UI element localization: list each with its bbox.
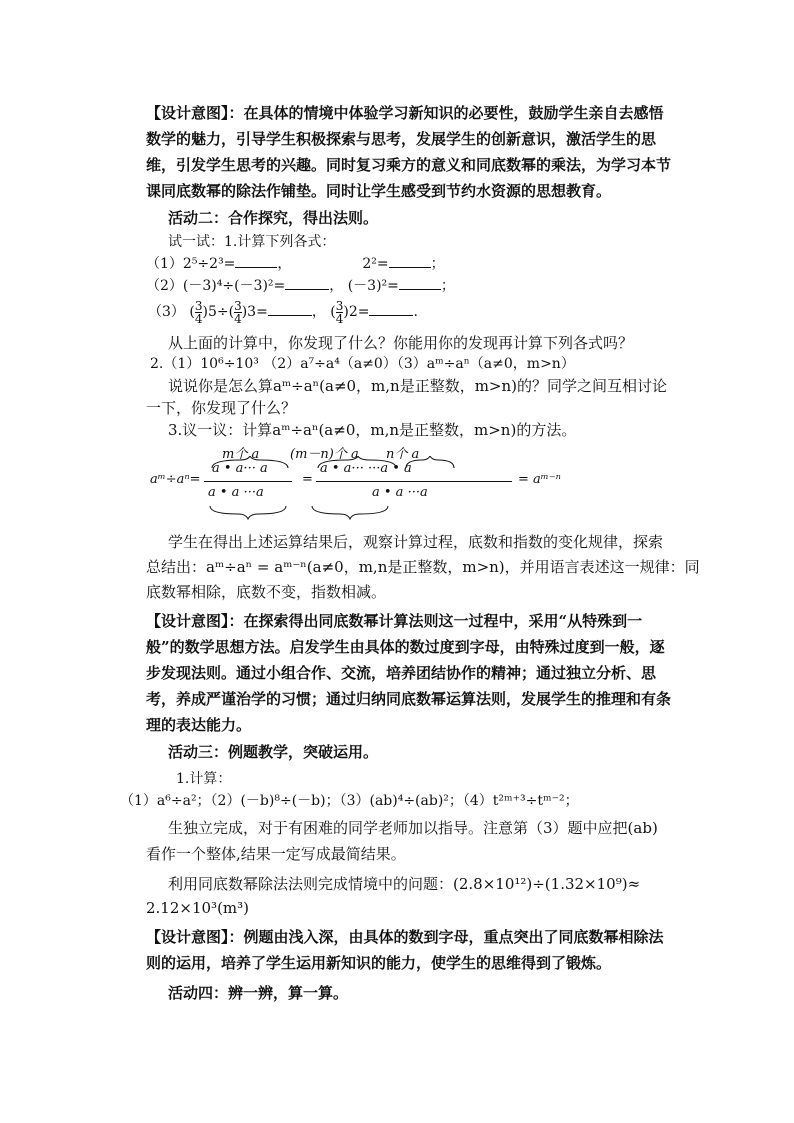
numerator-1: a • a··· a (212, 461, 268, 476)
rhs-result: = aᵐ⁻ⁿ (518, 472, 561, 487)
examples: （1）a⁶÷a²；（2）(－b)⁸÷(－b)；（3）(ab)⁴÷(ab)²；（4）t²ᵐ⁺³÷tᵐ⁻²； (120, 793, 579, 809)
q1-expr-b: 2²= (362, 256, 389, 272)
fraction-bar-2 (316, 481, 512, 482)
question-set-2: 2.（1）10⁶÷10³ （2）a⁷÷a⁴（a≠0）（3）aᵐ÷aⁿ（a≠0，m>n） (150, 356, 575, 372)
design-intent-3: 【设计意图】：例题由浅入深，由具体的数到字母，重点突出了同底数幂相除法则的运用，培养了学生运用新知识的能力，使学生的思维得到了锻炼。 (146, 928, 664, 972)
activity-3-heading: 活动三：例题教学，突破运用。 (168, 743, 379, 761)
equals-sign: = (302, 472, 313, 487)
lhs-expression: aᵐ÷aⁿ= (150, 472, 201, 487)
independent-line-1: 生独立完成，对于有困难的同学老师加以指导。注意第（3）题中应把(ab) (168, 819, 658, 837)
label-n-a: n个 a (386, 447, 420, 462)
q2-blank-b[interactable] (399, 275, 441, 290)
explain-line-2: 一下，你发现了什么？ (146, 399, 297, 417)
q2-blank-a[interactable] (285, 275, 329, 290)
apply-line-1: 利用同底数幂除法法则完成情境中的问题：(2.8×10¹²)÷(1.32×10⁹)≈ (168, 875, 641, 893)
q3-blank-b[interactable] (369, 301, 413, 316)
try-prompt: 试一试：1.计算下列各式： (168, 234, 336, 250)
activity-4-heading: 活动四：辨一辨，算一算。 (168, 984, 349, 1002)
q3-expr-1: 5÷( (207, 304, 235, 320)
denominator-1: a • a ···a (208, 485, 264, 500)
calc-prompt: 1.计算： (176, 771, 232, 787)
activity-2-heading: 活动二：合作探究，得出法则。 (168, 209, 379, 227)
discuss-prompt: 3.议一议：计算aᵐ÷aⁿ(a≠0，m,n是正整数，m>n)的方法。 (168, 421, 577, 439)
q3-expr-2: 3= (247, 304, 268, 320)
q2-expr-a: （2）(－3)⁴÷(－3)²= (146, 278, 286, 294)
independent-line-2: 看作一个整体,结果一定写成最简结果。 (146, 845, 406, 863)
bottom-braces (200, 506, 450, 520)
summary-line-1: 学生在得出上述运算结果后，观察计算过程，底数和指数的变化规律，探索 (168, 533, 664, 551)
numerator-2: a • a··· ···a • a (320, 461, 412, 476)
question-2: （2）(－3)⁴÷(－3)²= ， (－3)²= ； (146, 275, 455, 296)
q3-blank-a[interactable] (268, 301, 312, 316)
fraction-three-quarters: $\frac{3}{4}$ (194, 298, 203, 326)
summary-line-2: 总结出：aᵐ÷aⁿ = aᵐ⁻ⁿ(a≠0，m,n是正整数，m>n)，并用语言表述这一规律：同 (146, 558, 700, 576)
question-3: （3） ( $\frac{3}{4}$ )5÷( $\frac{3}{4}$ )3= ， ( $\frac{3}{4}$ )2= . (148, 298, 418, 326)
discover-question: 从上面的计算中，你发现了什么？你能用你的发现再计算下列各式吗？ (168, 334, 634, 352)
q1-blank-a[interactable] (235, 253, 277, 268)
fraction-bar-1 (204, 481, 292, 482)
q1-expr-a: （1）2⁵÷2³= (146, 256, 236, 272)
q2-expr-b: (－3)²= (347, 278, 399, 294)
question-1: （1）2⁵÷2³= ， 2²= ； (146, 253, 445, 274)
q3-expr-3: 2= (348, 304, 370, 320)
apply-line-2: 2.12×10³(m³) (146, 899, 250, 917)
summary-line-3: 底数幂相除，底数不变，指数相减。 (146, 583, 387, 601)
q1-blank-b[interactable] (389, 253, 431, 268)
denominator-2: a • a ···a (372, 485, 428, 500)
label-m-a: m个 a (222, 447, 260, 462)
label-m-minus-n-a: (m－n)个 a (290, 447, 359, 462)
design-intent-1: 【设计意图】：在具体的情境中体验学习新知识的必要性，鼓励学生亲自去感悟数学的魅力，引导学生积极探索与思考，发展学生的创新意识，激活学生的思维，引发学生思考的兴趣。同时复习乘方的意义和同底数幂的乘法，为学习本节课同底数幂的除法作铺垫。同时让学生感受到节约水资源的思想教育。 (146, 104, 672, 200)
q3-label: （3） (148, 304, 185, 320)
explain-line-1: 说说你是怎么算aᵐ÷aⁿ(a≠0，m,n是正整数，m>n)的？同学之间互相讨论 (168, 377, 668, 395)
design-intent-2: 【设计意图】：在探索得出同底数幂计算法则这一过程中，采用“从特殊到一般”的数学思想方法。启发学生由具体的数过度到字母，由特殊过度到一般，逐步发现法则。通过小组合作、交流，培养团结协作的精神；通过独立分析、思考，养成严谨治学的习惯；通过归纳同底数幂运算法则，发展学生的推理和有条理的表达能力。 (146, 612, 672, 734)
